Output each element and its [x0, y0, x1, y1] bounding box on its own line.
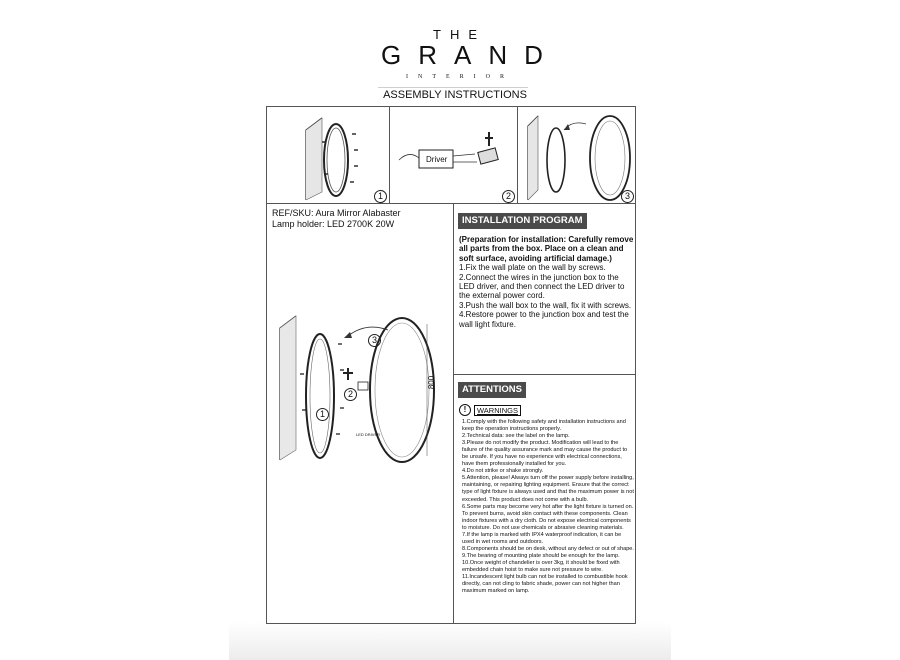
brand-interior: INTERIOR — [406, 74, 514, 80]
dimension-label: 800 — [427, 375, 437, 390]
warnings-label: WARNINGS — [474, 405, 521, 416]
assembly-step1-number: 1 — [316, 408, 329, 421]
step1-number: 1 — [374, 190, 387, 203]
attention-item: 10.Once weight of chandelier is over 3kg, it should be fixed with embedded chain hoist to make sure not pressure to wire. — [462, 559, 620, 573]
attention-item: 1.Comply with the following safety and installation instructions and keep the operation instructions properly. — [462, 419, 626, 433]
led-driver-label: LED DRIVER — [356, 432, 381, 437]
attention-item: 11.Incandescent light bulb can not be installed to combustible hook directly, can not cling to fabric shade, power can not higher than maximum marked on lamp. — [462, 574, 628, 595]
attention-item: 4.Do not strike or shake strongly. — [462, 468, 544, 475]
assembly-step2-number: 2 — [344, 388, 357, 401]
column-divider — [453, 203, 454, 624]
step1-diagram — [300, 112, 390, 202]
brand-grand: GRAND — [381, 40, 560, 70]
page-title: ASSEMBLY INSTRUCTIONS — [383, 89, 527, 101]
assembly-drawing — [276, 310, 446, 470]
page-bottom-shadow — [229, 622, 671, 660]
product-info — [272, 208, 401, 230]
brand-the: THE — [433, 27, 486, 42]
attention-item: 6.Some parts may become very hot after the light fixture is turned on. To prevent burns, avoid skin contact with these components. Clean indoor fixtures with a dry cloth. Do not expose electrical components to moisture. Do not use chemicals or abrasive cleaning materials. — [462, 503, 634, 531]
installation-step: 4.Restore power to the junction box and test the wall light fixture. — [459, 310, 629, 329]
step-divider-2 — [517, 106, 518, 203]
attention-item: 8.Components should be on desk, without any defect or out of shape. — [462, 545, 634, 552]
attention-item: 7.If the lamp is marked with IPX4 waterproof indication, it can be used in wet rooms and outdoors. — [462, 531, 622, 545]
attention-item: 5.Attention, please! Always turn off the power supply before installing, maintaining, or repairing lighting equipment. Ensure that the correct type of light fixture is always used and that the maximum power is not exceeded. This product does not come with a bulb. — [462, 475, 634, 503]
warnings-row — [459, 404, 521, 416]
step3-number: 3 — [621, 190, 634, 203]
section-divider — [453, 374, 636, 375]
installation-preparation: (Preparation for installation: Carefully remove all parts from the box. Place on a clean and soft surface, avoiding artificial damage.) — [459, 235, 634, 263]
step2-number: 2 — [502, 190, 515, 203]
assembly-step3-number: 3 — [368, 334, 381, 347]
driver-label: Driver — [426, 155, 448, 164]
top-row-divider — [266, 203, 636, 204]
attention-item: 9.The bearing of mounting plate should be enough for the lamp. — [462, 552, 620, 559]
attention-item: 2.Technical data: see the label on the lamp. — [462, 433, 570, 440]
installation-step: 3.Push the wall box to the wall, fix it with screws. — [459, 300, 632, 310]
attentions-list — [462, 419, 634, 595]
installation-text — [459, 235, 635, 329]
brand-divider — [378, 87, 528, 88]
installation-heading: INSTALLATION PROGRAM — [458, 213, 587, 229]
ref-sku: REF/SKU: Aura Mirror Alabaster — [272, 208, 401, 218]
step3-diagram — [522, 110, 634, 202]
attention-item: 3.Please do not modify the product. Modification will lead to the failure of the quality assurance mark and may cause the product to be unsafe. If you have no experience with electrical connections, have them professionally installed for you. — [462, 440, 628, 468]
installation-step: 1.Fix the wall plate on the wall by screws. — [459, 263, 606, 273]
attentions-heading: ATTENTIONS — [458, 382, 526, 398]
lamp-holder: Lamp holder: LED 2700K 20W — [272, 219, 395, 229]
installation-step: 2.Connect the wires in the junction box to the LED driver, and then connect the LED driver to the external power cord. — [459, 272, 625, 301]
warning-icon: ! — [459, 404, 471, 416]
step2-diagram — [395, 128, 515, 188]
